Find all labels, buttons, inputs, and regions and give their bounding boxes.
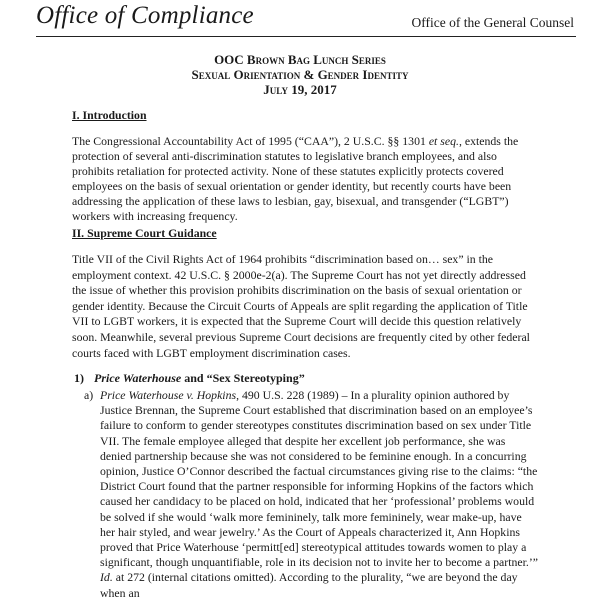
case-marker: a) xyxy=(84,388,94,402)
intro-text-1: The Congressional Accountability Act of 1995 (“CAA”), 2 U.S.C. §§ 1301 xyxy=(72,134,429,148)
subsection-heading xyxy=(74,371,305,386)
case-name: Price Waterhouse v. Hopkins xyxy=(100,388,237,402)
section-introduction xyxy=(72,108,538,224)
introduction-paragraph xyxy=(72,134,538,224)
document-title-block xyxy=(0,52,600,97)
case-text-1: , 490 U.S. 228 (1989) – In a plurality opinion authored by Justice Brennan, the Supreme Court established that discrimination based on an employee’s failure to conform to gender stereotypes constitutes discrimination based on sex under Title VII. The female employee alleged that despite her excellent job performance, she was denied partnership because she was not considered to be feminine enough. In a concurring opinion, Justice O’Connor described the factual circumstances giving rise to the claims: “the District Court found that the partner responsible for informing Hopkins of the factors which caused her candidacy to be placed on hold, indicated that her ‘professional’ problems would be solved if she would ‘walk more femininely, talk more femininely, wear make-up, have her hair styled, and wear jewelry.’ As the Court of Appeals characterized it, Ann Hopkins proved that Price Waterhouse ‘permitt[ed] stereotypical attitudes towards women to play a significant, though unquantifiable, role in its decision not to invite her to become a partner.’” xyxy=(100,388,539,570)
subsection-case-title: Price Waterhouse xyxy=(94,371,182,385)
case-paragraph-a xyxy=(84,388,539,601)
topic-title: Sexual Orientation & Gender Identity xyxy=(191,67,409,82)
subsection-title-rest: and “Sex Stereotyping” xyxy=(181,371,305,385)
date-title: July 19, 2017 xyxy=(263,82,337,97)
section-supreme-court xyxy=(72,226,538,361)
section-heading-supreme-court: II. Supreme Court Guidance xyxy=(72,226,217,240)
supreme-court-paragraph: Title VII of the Civil Rights Act of 1964 prohibits “discrimination based on… sex” in the employment context. 42 U.S.C. § 2000e-2(a). The Supreme Court has not yet directly addressed the issue of whether this provision prohibits discrimination on the basis of sexual orientation or gender identity. Because the Circuit Courts of Appeals are split regarding the application of Title VII to LGBT workers, it is expected that the Supreme Court will decide this question relatively soon. Meanwhile, several previous Supreme Court decisions are frequently cited by other federal courts faced with LGBT employment discrimination cases. xyxy=(72,252,530,360)
case-text-2: at 272 (internal citations omitted). According to the plurality, “we are beyond the day when an xyxy=(100,570,518,600)
section-heading-introduction: I. Introduction xyxy=(72,108,147,122)
office-name: Office of the General Counsel xyxy=(411,15,574,30)
case-id-cite: Id. xyxy=(100,570,113,585)
letterhead xyxy=(36,0,576,37)
intro-text-2: , extends the protection of several anti-discrimination statutes to legislative branch employees, and also prohibits retaliation for protected activity. None of these statutes explicitly protects covered employees on the basis of sexual orientation or gender identity, but recently courts have been addressing the application of these laws to lesbian, gay, bisexual, and transgender (“LGBT”) workers with increasing frequency. xyxy=(72,134,519,223)
intro-text-em: et seq. xyxy=(428,134,459,148)
series-title: OOC Brown Bag Lunch Series xyxy=(214,52,386,67)
subsection-number: 1) xyxy=(74,371,84,385)
org-title: Office of Compliance xyxy=(36,2,254,29)
